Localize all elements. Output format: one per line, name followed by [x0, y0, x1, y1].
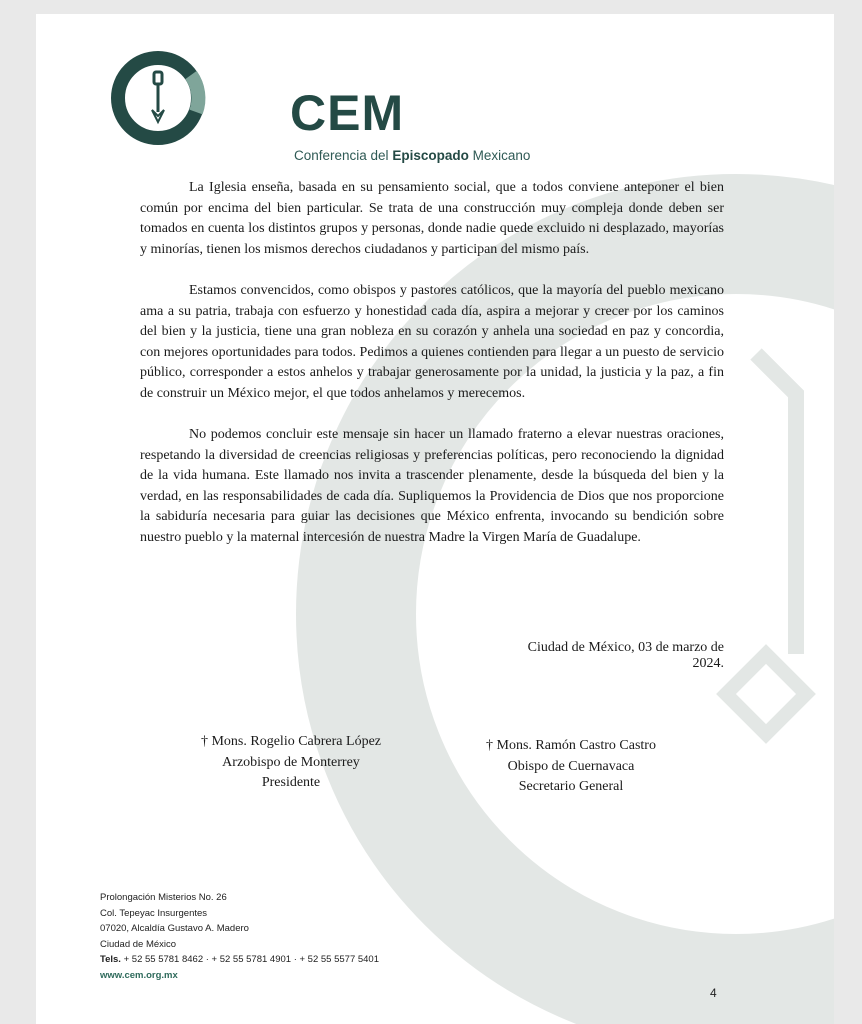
- signer-role: Secretario General: [518, 779, 624, 794]
- phones-numbers: + 52 55 5781 8462 · + 52 55 5781 4901 · + 52 55 5577 5401: [120, 954, 379, 966]
- page-number: 4: [710, 986, 717, 1000]
- paragraph-1: La Iglesia enseña, basada en su pensamiento social, que a todos conviene anteponer el bien común por encima del bien particular. Se trata de una construcción muy compleja donde deben ser tomados en cuenta los distintos grupos y personas, donde nadie quede excluido ni desplazado, mayorías y minorías, tienen los mismos derechos ciudadanos y participan del mismo país.: [140, 180, 724, 257]
- signer-title: Arzobispo de Monterrey: [222, 754, 360, 770]
- paragraph-3: No podemos concluir este mensaje sin hacer un llamado fraterno a elevar nuestras oraciones, respetando la diversidad de creencias religiosas y preferencias políticas, pero reconociendo la dignidad de la vida humana. Este llamado nos invita a trascender plenamente, desde la búsqueda del bien y la verdad, en las responsabilidades de cada día. Supliquemos la Providencia de Dios que nos proporcione la sabiduría necesaria para guiar las decisiones que México enfrenta, invocando su bendición sobre nuestro pueblo y la maternal intercesión de nuestra Madre la Virgen María de Guadalupe.: [140, 427, 724, 545]
- website-link[interactable]: www.cem.org.mx: [100, 969, 178, 981]
- letter-body: [140, 178, 724, 569]
- phones-line: [100, 952, 379, 968]
- address-line-2: Col. Tepeyac Insurgentes: [100, 907, 208, 919]
- signer-name: † Mons. Ramón Castro Castro: [486, 738, 656, 753]
- org-name-prefix: Conferencia del: [294, 148, 393, 163]
- org-name-bold: Episcopado: [392, 148, 469, 163]
- signature-block-secretary: [466, 736, 676, 798]
- cem-emblem-icon: [108, 50, 208, 150]
- address-line-3: 07020, Alcaldía Gustavo A. Madero: [100, 923, 249, 935]
- address-line-4: Ciudad de México: [100, 938, 177, 950]
- org-acronym: CEM: [290, 85, 405, 141]
- signature-block-president: [186, 732, 396, 794]
- signer-name: † Mons. Rogelio Cabrera López: [200, 734, 381, 749]
- address-line-1: Prolongación Misterios No. 26: [100, 892, 227, 903]
- org-name-suffix: Mexicano: [468, 148, 531, 163]
- cem-logo: [108, 50, 531, 163]
- letter-page: [36, 14, 834, 1024]
- place-and-date: Ciudad de México, 03 de marzo de 2024.: [527, 640, 724, 671]
- footer-address: [100, 890, 379, 984]
- signer-title: Obispo de Cuernavaca: [507, 758, 635, 774]
- paragraph-2: Estamos convencidos, como obispos y pastores católicos, que la mayoría del pueblo mexicano ama a su patria, trabaja con esfuerzo y honestidad cada día, aspira a mejorar y crecer por los caminos del bien y la justicia, tiene una gran nobleza en su corazón y anhela una sociedad en paz y concordia, con mejores oportunidades para todos. Pedimos a quienes contienden para llegar a un puesto de servicio público, corresponder a estos anhelos y trabajar generosamente por la unidad, la justicia y la paz, a fin de construir un México mejor, el que todos anhelamos y merecemos.: [140, 283, 724, 401]
- signer-role: Presidente: [261, 775, 321, 790]
- phones-label: Tels.: [100, 954, 121, 966]
- org-full-name: [294, 148, 530, 163]
